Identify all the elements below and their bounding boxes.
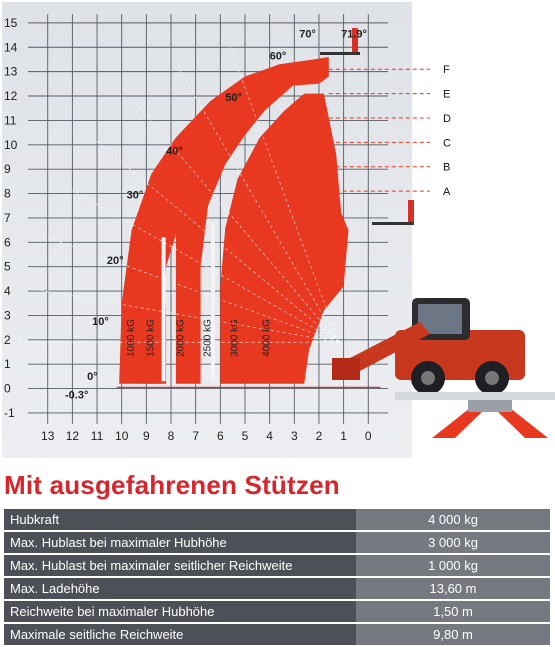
curve-label: E bbox=[443, 88, 451, 101]
x-tick-label: 2 bbox=[315, 428, 323, 443]
y-tick-label: 10 bbox=[4, 137, 18, 152]
spec-value: 4 000 kg bbox=[356, 509, 550, 531]
spec-row bbox=[4, 623, 550, 646]
boom-angle-label: 70° bbox=[299, 28, 316, 41]
curve-label: B bbox=[443, 161, 451, 174]
capacity-zone-label: 2000 kG bbox=[175, 319, 187, 357]
spec-value: 1,50 m bbox=[356, 600, 550, 623]
capacity-zone-label: 2500 kG bbox=[202, 319, 214, 357]
spec-row bbox=[4, 531, 550, 554]
x-tick-label: 13 bbox=[41, 428, 55, 443]
chart-background bbox=[2, 2, 412, 458]
x-tick-label: 7 bbox=[192, 428, 200, 443]
y-tick-label: 7 bbox=[4, 210, 11, 225]
boom-angle-label: 60° bbox=[269, 50, 287, 63]
x-tick-label: 3 bbox=[290, 428, 298, 443]
y-tick-label: 14 bbox=[4, 40, 18, 55]
boom-angle-label: 40° bbox=[166, 145, 183, 158]
machine-hub-front bbox=[421, 371, 435, 385]
spec-label: Max. Hublast bei maximaler Hubhöhe bbox=[4, 531, 356, 554]
y-tick-label: 12 bbox=[4, 89, 18, 104]
x-tick-label: 8 bbox=[167, 428, 175, 443]
spec-label: Max. Hublast bei maximaler seitlicher Reichweite bbox=[4, 554, 356, 577]
x-tick-label: 12 bbox=[65, 428, 80, 443]
capacity-zone-label: 4000 kG bbox=[261, 319, 273, 357]
y-tick-label: 0 bbox=[4, 381, 11, 396]
spec-value: 13,60 m bbox=[356, 577, 550, 600]
y-tick-label: 3 bbox=[4, 308, 11, 323]
y-tick-label: 15 bbox=[4, 15, 18, 30]
x-tick-label: 6 bbox=[216, 428, 224, 443]
curve-label: F bbox=[443, 64, 450, 77]
capacity-zone-label: 1000 kG bbox=[126, 319, 138, 357]
fork-side-tine bbox=[372, 222, 414, 225]
x-tick-label: 4 bbox=[266, 428, 273, 443]
boom-angle-label: 50° bbox=[225, 91, 242, 104]
spec-value: 1 000 kg bbox=[356, 554, 550, 577]
y-tick-label: -1 bbox=[4, 405, 15, 420]
capacity-zone-label: 1500 kG bbox=[145, 319, 157, 357]
x-tick-label: 0 bbox=[364, 428, 372, 443]
boom-angle-label: 0° bbox=[87, 371, 98, 384]
y-tick-label: 5 bbox=[4, 259, 11, 274]
boom-angle-label: 20° bbox=[106, 255, 124, 268]
spec-table bbox=[4, 509, 550, 647]
spec-label: Max. Ladehöhe bbox=[4, 577, 356, 600]
spec-row bbox=[4, 509, 550, 531]
boom-angle-label: 71.9° bbox=[341, 28, 367, 41]
y-tick-label: 13 bbox=[4, 64, 18, 79]
x-tick-label: 5 bbox=[241, 428, 249, 443]
x-tick-label: 10 bbox=[115, 428, 129, 443]
y-tick-label: 2 bbox=[4, 332, 11, 347]
machine-fork-carriage bbox=[332, 358, 360, 380]
spec-value: 3 000 kg bbox=[356, 531, 550, 554]
x-tick-label: 9 bbox=[143, 428, 150, 443]
fork-top-tine bbox=[320, 52, 360, 55]
spec-row bbox=[4, 600, 550, 623]
y-tick-label: 11 bbox=[4, 113, 17, 128]
boom-angle-label: 30° bbox=[126, 189, 144, 202]
boom-angle-label: 10° bbox=[92, 316, 109, 329]
spec-label: Hubkraft bbox=[4, 509, 356, 531]
spec-label: Reichweite bei maximaler Hubhöhe bbox=[4, 600, 356, 623]
boom-angle-label: -0.3° bbox=[64, 389, 89, 402]
capacity-zone-label: 3000 kG bbox=[229, 319, 241, 357]
y-tick-label: 6 bbox=[4, 235, 11, 250]
stabilizer-frame bbox=[468, 400, 512, 412]
curve-label: D bbox=[443, 112, 451, 125]
spec-row bbox=[4, 577, 550, 600]
section-title: Mit ausgefahrenen Stützen bbox=[4, 470, 340, 500]
spec-label: Maximale seitliche Reichweite bbox=[4, 623, 356, 646]
y-tick-label: 9 bbox=[4, 162, 11, 177]
x-tick-label: 11 bbox=[90, 428, 104, 443]
spec-row bbox=[4, 554, 550, 577]
curve-label: A bbox=[443, 186, 451, 199]
y-tick-label: 4 bbox=[4, 284, 11, 299]
spec-value: 9,80 m bbox=[356, 623, 550, 646]
fork-side bbox=[408, 200, 414, 222]
y-tick-label: 8 bbox=[4, 186, 11, 201]
curve-label: C bbox=[443, 137, 451, 150]
x-tick-label: 1 bbox=[340, 428, 347, 443]
y-tick-label: 1 bbox=[4, 357, 11, 372]
machine-hub-rear bbox=[485, 371, 499, 385]
machine-ground bbox=[395, 392, 555, 400]
